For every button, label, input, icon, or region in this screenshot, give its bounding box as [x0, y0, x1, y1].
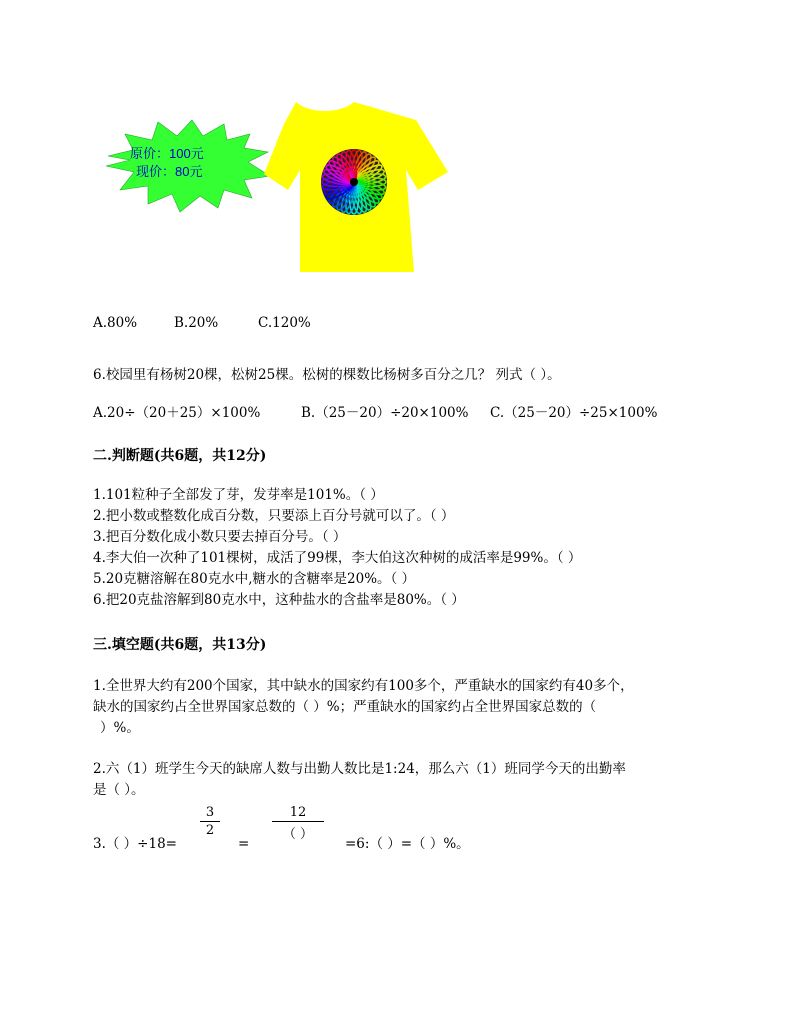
fill-q3-equals: = [238, 836, 250, 852]
q6-option-a: A.20÷（20＋25）×100% [93, 405, 261, 421]
fill-q2-line: 2.六（1）班学生今天的缺席人数与出勤人数比是1:24，那么六（1）班同学今天的出勤率 [93, 761, 626, 777]
current-price-label: 现价：80元 [136, 164, 203, 179]
fraction-3-over-2 [200, 805, 220, 838]
fill-q3-start: 3.（ ）÷18= [93, 836, 177, 852]
q6-option-b: B.（25－20）÷20×100% [301, 405, 469, 421]
judge-item: 5.20克糖溶解在80克水中,糖水的含糖率是20%。（ ） [93, 571, 416, 587]
fraction-bar [272, 821, 324, 822]
section2-heading: 二.判断题(共6题，共12分) [93, 448, 267, 464]
q5-option-a: A.80% [93, 315, 138, 331]
fill-q1-line: 1.全世界大约有200个国家，其中缺水的国家约有100多个，严重缺水的国家约有40多个， [93, 678, 634, 694]
q5-option-b: B.20% [174, 315, 219, 331]
fill-q3-end: =6:（ ）=（ ）%。 [345, 836, 470, 852]
q5-option-c: C.120% [258, 315, 311, 331]
judge-item: 4.李大伯一次种了101棵树，成活了99棵，李大伯这次种树的成活率是99%。（ ） [93, 550, 582, 566]
original-price-label: 原价：100元 [130, 146, 204, 161]
flower-pattern [321, 149, 387, 215]
fraction-bar [200, 821, 220, 822]
fraction-numerator: 3 [205, 805, 215, 820]
fraction-denominator: 2 [205, 823, 215, 838]
fraction-denominator: （ ） [282, 827, 314, 842]
fraction-12-over-blank [272, 805, 324, 842]
q6-question: 6.校园里有杨树20棵，松树25棵。松树的棵数比杨树多百分之几？ 列式（ ）。 [93, 367, 561, 383]
judge-item: 2.把小数或整数化成百分数，只要添上百分号就可以了。（ ） [93, 508, 455, 524]
tshirt-price-figure [100, 100, 460, 280]
q6-option-c: C.（25－20）÷25×100% [490, 405, 658, 421]
fill-q1-line: 缺水的国家约占全世界国家总数的（ ）%；严重缺水的国家约占全世界国家总数的（ [93, 699, 597, 715]
judge-item: 1.101粒种子全部发了芽，发芽率是101%。（ ） [93, 487, 384, 503]
fill-q1-line: ）%。 [100, 720, 140, 736]
fraction-numerator: 12 [289, 805, 307, 820]
judge-item: 6.把20克盐溶解到80克水中，这种盐水的含盐率是80%。（ ） [93, 592, 465, 608]
fill-q2-line: 是（ ）。 [93, 782, 145, 798]
judge-item: 3.把百分数化成小数只要去掉百分号。（ ） [93, 529, 347, 545]
section3-heading: 三.填空题(共6题，共13分) [93, 637, 267, 653]
